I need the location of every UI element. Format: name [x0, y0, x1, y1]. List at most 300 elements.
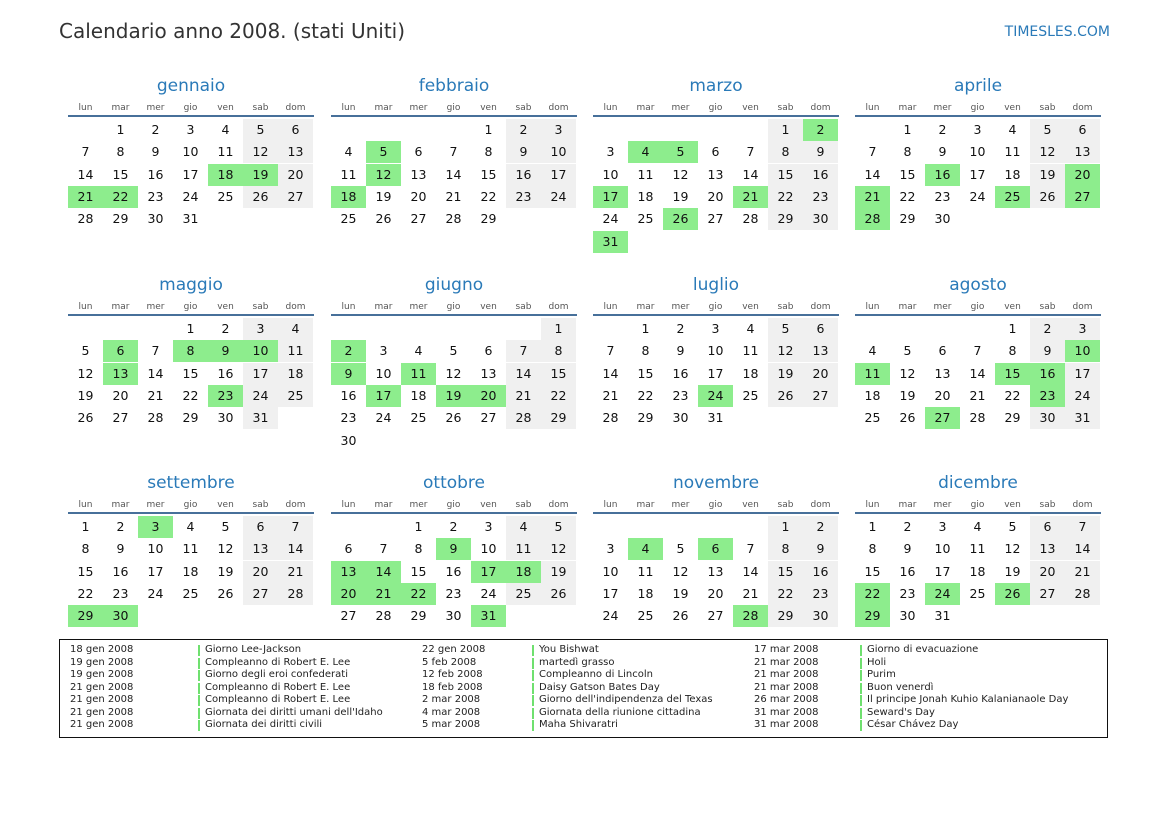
month-title: marzo [689, 76, 743, 96]
day-cell: 22 [103, 186, 138, 208]
holiday-name: César Chávez Day [867, 719, 959, 730]
holiday-name: Il principe Jonah Kuhio Kalanianaole Day [867, 694, 1069, 705]
day-cell: 19 [541, 561, 576, 583]
day-cell: 14 [147, 365, 164, 381]
day-cell: 8 [868, 541, 877, 557]
day-cell: 2 [331, 340, 366, 362]
day-cell: 12 [243, 141, 278, 163]
day-cell: 25 [637, 608, 654, 624]
day-cell: 19 [672, 188, 689, 204]
day-cell: 4 [628, 538, 663, 560]
day-cell: 6 [1065, 119, 1100, 141]
day-cell: 18 [208, 164, 243, 186]
weekday-label: mar [111, 500, 130, 510]
day-cell: 6 [1030, 516, 1065, 538]
weekday-label: gio [708, 103, 723, 113]
day-cell: 21 [855, 186, 890, 208]
month-divider [855, 115, 1101, 117]
weekday-label: mer [671, 103, 690, 113]
weekday-label: dom [548, 500, 569, 510]
holiday-date: 21 mar 2008 [754, 656, 819, 668]
day-cell: 21 [278, 561, 313, 583]
day-cell: 5 [366, 141, 401, 163]
day-cell: 27 [925, 407, 960, 429]
day-cell: 23 [672, 387, 689, 403]
day-cell: 20 [934, 387, 951, 403]
day-cell: 27 [803, 385, 838, 407]
day-cell: 5 [903, 343, 912, 359]
weekday-label: mar [374, 302, 393, 312]
day-cell: 21 [147, 387, 164, 403]
weekday-label: sab [1039, 103, 1056, 113]
holiday-name: Seward's Day [867, 706, 935, 718]
day-cell: 28 [969, 410, 986, 426]
weekday-label: ven [217, 302, 234, 312]
weekday-label: mar [636, 302, 655, 312]
holiday-marker [532, 720, 534, 731]
day-cell: 29 [541, 407, 576, 429]
weekday-label: sab [252, 103, 269, 113]
weekday-label: lun [341, 500, 356, 510]
day-cell: 27 [480, 410, 497, 426]
day-cell: 29 [637, 410, 654, 426]
weekday-label: mar [636, 103, 655, 113]
day-cell: 26 [995, 583, 1030, 605]
weekday-label: dom [285, 302, 306, 312]
day-cell: 27 [1030, 583, 1065, 605]
day-cell: 23 [1030, 385, 1065, 407]
day-cell: 25 [864, 410, 881, 426]
weekday-label: dom [810, 302, 831, 312]
day-cell: 1 [768, 516, 803, 538]
day-cell: 2 [903, 519, 912, 534]
day-cell: 7 [973, 343, 982, 359]
day-cell: 10 [969, 144, 986, 160]
day-cell: 28 [147, 410, 164, 426]
day-cell: 20 [707, 188, 724, 204]
day-cell: 24 [698, 385, 733, 407]
site-link[interactable]: TIMESLES.COM [1004, 24, 1110, 40]
day-cell: 25 [182, 585, 199, 601]
day-cell: 7 [606, 343, 615, 359]
day-cell: 20 [471, 385, 506, 407]
day-cell: 5 [449, 343, 458, 359]
weekday-label: sab [515, 500, 532, 510]
weekday-label: sab [777, 302, 794, 312]
page-title: Calendario anno 2008. (stati Uniti) [59, 19, 406, 43]
weekday-label: mer [671, 302, 690, 312]
day-cell: 14 [969, 365, 986, 381]
day-cell: 23 [506, 186, 541, 208]
month-divider [593, 115, 839, 117]
day-cell: 27 [707, 608, 724, 624]
day-cell: 11 [1004, 144, 1021, 160]
day-cell: 3 [484, 519, 493, 534]
day-cell: 28 [445, 211, 462, 227]
weekday-label: gio [708, 302, 723, 312]
day-cell: 26 [243, 186, 278, 208]
day-cell: 13 [243, 538, 278, 560]
month-title: aprile [953, 76, 1003, 96]
holiday-date: 2 mar 2008 [422, 694, 481, 705]
day-cell: 22 [541, 385, 576, 407]
day-cell: 8 [641, 343, 650, 359]
weekday-label: dom [285, 500, 306, 510]
holiday-name: Compleanno di Robert E. Lee [205, 694, 351, 705]
day-cell: 13 [934, 365, 951, 381]
weekday-label: ven [480, 302, 497, 312]
day-cell: 28 [506, 407, 541, 429]
day-cell: 18 [278, 363, 313, 385]
holiday-name: Compleanno di Lincoln [539, 669, 653, 680]
weekday-label: mar [898, 302, 917, 312]
holiday-date: 19 gen 2008 [70, 656, 134, 668]
holiday-date: 12 feb 2008 [422, 669, 483, 680]
weekday-label: ven [480, 500, 497, 510]
holiday-name: Maha Shivaratri [539, 719, 618, 730]
day-cell: 7 [278, 516, 313, 538]
holiday-date: 5 feb 2008 [422, 656, 477, 668]
day-cell: 18 [637, 585, 654, 601]
day-cell: 4 [1008, 122, 1017, 137]
weekday-label: lun [865, 103, 880, 113]
holiday-marker [198, 645, 200, 656]
holiday-name: Compleanno di Robert E. Lee [205, 681, 351, 693]
weekday-label: ven [1004, 103, 1021, 113]
day-cell: 19 [375, 188, 392, 204]
day-cell: 13 [480, 365, 497, 381]
holiday-date: 4 mar 2008 [422, 706, 481, 718]
day-cell: 23 [803, 186, 838, 208]
day-cell: 28 [375, 608, 392, 624]
day-cell: 26 [541, 583, 576, 605]
day-cell: 21 [68, 186, 103, 208]
day-cell: 30 [899, 608, 916, 624]
weekday-label: sab [515, 302, 532, 312]
day-cell: 2 [803, 119, 838, 141]
day-cell: 26 [663, 208, 698, 230]
weekday-label: gio [970, 500, 985, 510]
day-cell: 4 [628, 141, 663, 163]
day-cell: 17 [969, 166, 986, 182]
holiday-name: Purim [867, 669, 896, 680]
day-cell: 1 [641, 321, 650, 336]
day-cell: 30 [340, 432, 357, 448]
day-cell: 10 [375, 365, 392, 381]
holiday-date: 19 gen 2008 [70, 669, 134, 680]
day-cell: 7 [746, 144, 755, 160]
weekday-label: sab [252, 500, 269, 510]
day-cell: 26 [1030, 186, 1065, 208]
day-cell: 8 [903, 144, 912, 160]
day-cell: 2 [221, 321, 230, 336]
day-cell: 10 [602, 563, 619, 579]
weekday-label: ven [742, 302, 759, 312]
day-cell: 17 [147, 563, 164, 579]
weekday-label: lun [865, 500, 880, 510]
day-cell: 15 [995, 363, 1030, 385]
weekday-label: lun [865, 302, 880, 312]
day-cell: 9 [506, 141, 541, 163]
day-cell: 4 [414, 343, 423, 359]
day-cell: 6 [278, 119, 313, 141]
weekday-label: gio [970, 302, 985, 312]
day-cell: 15 [637, 365, 654, 381]
weekday-label: mar [111, 302, 130, 312]
day-cell: 25 [637, 211, 654, 227]
weekday-label: sab [515, 103, 532, 113]
month-title: ottobre [423, 473, 485, 493]
day-cell: 16 [445, 563, 462, 579]
month-divider [68, 512, 314, 514]
day-cell: 14 [864, 166, 881, 182]
day-cell: 15 [864, 563, 881, 579]
day-cell: 16 [899, 563, 916, 579]
day-cell: 19 [768, 363, 803, 385]
weekday-label: mer [409, 302, 428, 312]
day-cell: 16 [672, 365, 689, 381]
holiday-name: Giorno dell'indipendenza del Texas [539, 694, 713, 705]
day-cell: 24 [243, 385, 278, 407]
weekday-label: mer [933, 302, 952, 312]
day-cell: 1 [414, 519, 423, 534]
day-cell: 18 [969, 563, 986, 579]
day-cell: 30 [103, 605, 138, 627]
day-cell: 22 [182, 387, 199, 403]
day-cell: 21 [602, 387, 619, 403]
holiday-date: 5 mar 2008 [422, 719, 481, 730]
day-cell: 31 [593, 231, 628, 253]
day-cell: 8 [484, 144, 493, 160]
day-cell: 20 [410, 188, 427, 204]
day-cell: 14 [445, 166, 462, 182]
weekday-label: mer [933, 103, 952, 113]
weekday-label: gio [970, 103, 985, 113]
day-cell: 3 [243, 318, 278, 340]
month-divider [331, 512, 577, 514]
day-cell: 2 [151, 122, 160, 137]
day-cell: 17 [182, 166, 199, 182]
day-cell: 14 [742, 563, 759, 579]
day-cell: 31 [934, 608, 951, 624]
day-cell: 11 [217, 144, 234, 160]
day-cell: 17 [366, 385, 401, 407]
day-cell: 8 [768, 538, 803, 560]
day-cell: 16 [803, 164, 838, 186]
day-cell: 10 [1065, 340, 1100, 362]
holiday-name: Compleanno di Robert E. Lee [205, 656, 351, 668]
day-cell: 6 [711, 144, 720, 160]
day-cell: 26 [899, 410, 916, 426]
day-cell: 18 [1004, 166, 1021, 182]
day-cell: 9 [803, 141, 838, 163]
day-cell: 7 [1065, 516, 1100, 538]
day-cell: 9 [151, 144, 160, 160]
day-cell: 22 [480, 188, 497, 204]
day-cell: 9 [436, 538, 471, 560]
day-cell: 8 [1008, 343, 1017, 359]
day-cell: 28 [602, 410, 619, 426]
holiday-date: 21 mar 2008 [754, 669, 819, 680]
day-cell: 22 [768, 186, 803, 208]
day-cell: 31 [1065, 407, 1100, 429]
day-cell: 12 [366, 164, 401, 186]
day-cell: 27 [278, 186, 313, 208]
holiday-name: Giornata dei diritti civili [205, 719, 323, 730]
day-cell: 17 [934, 563, 951, 579]
holiday-list [59, 639, 1108, 738]
day-cell: 7 [746, 541, 755, 557]
day-cell: 3 [606, 541, 615, 557]
day-cell: 2 [506, 119, 541, 141]
day-cell: 23 [445, 585, 462, 601]
day-cell: 22 [401, 583, 436, 605]
weekday-label: mar [636, 500, 655, 510]
weekday-label: mar [111, 103, 130, 113]
weekday-label: sab [1039, 500, 1056, 510]
day-cell: 19 [899, 387, 916, 403]
day-cell: 17 [471, 561, 506, 583]
day-cell: 31 [471, 605, 506, 627]
weekday-label: dom [548, 302, 569, 312]
weekday-label: gio [183, 103, 198, 113]
holiday-marker [860, 645, 862, 656]
day-cell: 8 [116, 144, 125, 160]
weekday-label: dom [1072, 103, 1093, 113]
weekday-label: lun [603, 302, 618, 312]
day-cell: 25 [340, 211, 357, 227]
day-cell: 22 [899, 188, 916, 204]
day-cell: 4 [278, 318, 313, 340]
day-cell: 17 [1065, 363, 1100, 385]
day-cell: 27 [707, 211, 724, 227]
day-cell: 8 [173, 340, 208, 362]
day-cell: 29 [768, 605, 803, 627]
day-cell: 25 [995, 186, 1030, 208]
day-cell: 1 [186, 321, 195, 336]
day-cell: 10 [243, 340, 278, 362]
day-cell: 9 [938, 144, 947, 160]
holiday-name: martedì grasso [539, 656, 615, 668]
day-cell: 3 [379, 343, 388, 359]
day-cell: 3 [606, 144, 615, 160]
day-cell: 24 [925, 583, 960, 605]
day-cell: 16 [803, 561, 838, 583]
holiday-marker [532, 645, 534, 656]
day-cell: 10 [541, 141, 576, 163]
day-cell: 27 [340, 608, 357, 624]
day-cell: 2 [676, 321, 685, 336]
weekday-label: dom [548, 103, 569, 113]
day-cell: 24 [480, 585, 497, 601]
day-cell: 13 [331, 561, 366, 583]
day-cell: 5 [243, 119, 278, 141]
day-cell: 3 [186, 122, 195, 137]
day-cell: 25 [410, 410, 427, 426]
holiday-marker [532, 708, 534, 719]
day-cell: 19 [1004, 563, 1021, 579]
weekday-label: gio [708, 500, 723, 510]
day-cell: 12 [1030, 141, 1065, 163]
day-cell: 24 [541, 186, 576, 208]
day-cell: 6 [103, 340, 138, 362]
day-cell: 14 [278, 538, 313, 560]
day-cell: 14 [366, 561, 401, 583]
day-cell: 17 [243, 363, 278, 385]
day-cell: 20 [707, 585, 724, 601]
holiday-marker [198, 720, 200, 731]
holiday-date: 21 gen 2008 [70, 694, 134, 705]
day-cell: 6 [243, 516, 278, 538]
holiday-marker [860, 720, 862, 731]
day-cell: 1 [81, 519, 90, 534]
day-cell: 26 [77, 410, 94, 426]
day-cell: 1 [1008, 321, 1017, 336]
day-cell: 15 [768, 164, 803, 186]
weekday-label: mar [898, 500, 917, 510]
day-cell: 17 [707, 365, 724, 381]
day-cell: 5 [1008, 519, 1017, 534]
day-cell: 30 [672, 410, 689, 426]
day-cell: 20 [331, 583, 366, 605]
day-cell: 5 [541, 516, 576, 538]
day-cell: 11 [969, 541, 986, 557]
day-cell: 21 [506, 385, 541, 407]
month-title: febbraio [418, 76, 490, 96]
weekday-label: dom [1072, 302, 1093, 312]
day-cell: 1 [484, 122, 493, 137]
day-cell: 22 [855, 583, 890, 605]
holiday-date: 21 gen 2008 [70, 719, 134, 730]
weekday-label: gio [446, 500, 461, 510]
holiday-date: 21 gen 2008 [70, 706, 134, 718]
day-cell: 11 [637, 166, 654, 182]
day-cell: 30 [217, 410, 234, 426]
month-divider [331, 115, 577, 117]
weekday-label: sab [777, 500, 794, 510]
weekday-label: gio [446, 103, 461, 113]
day-cell: 10 [934, 541, 951, 557]
day-cell: 9 [803, 538, 838, 560]
day-cell: 16 [506, 164, 541, 186]
day-cell: 28 [855, 208, 890, 230]
day-cell: 19 [77, 387, 94, 403]
day-cell: 17 [602, 585, 619, 601]
day-cell: 30 [803, 605, 838, 627]
day-cell: 23 [803, 583, 838, 605]
day-cell: 29 [899, 211, 916, 227]
day-cell: 16 [340, 387, 357, 403]
day-cell: 28 [742, 211, 759, 227]
day-cell: 29 [410, 608, 427, 624]
day-cell: 23 [147, 188, 164, 204]
month-title: gennaio [156, 76, 226, 96]
holiday-marker [860, 695, 862, 706]
weekday-label: mer [409, 500, 428, 510]
day-cell: 11 [278, 340, 313, 362]
weekday-label: ven [742, 500, 759, 510]
day-cell: 29 [182, 410, 199, 426]
day-cell: 26 [672, 608, 689, 624]
day-cell: 15 [410, 563, 427, 579]
day-cell: 16 [147, 166, 164, 182]
day-cell: 8 [768, 141, 803, 163]
day-cell: 11 [637, 563, 654, 579]
weekday-label: dom [1072, 500, 1093, 510]
day-cell: 30 [147, 211, 164, 227]
day-cell: 25 [217, 188, 234, 204]
day-cell: 5 [768, 318, 803, 340]
